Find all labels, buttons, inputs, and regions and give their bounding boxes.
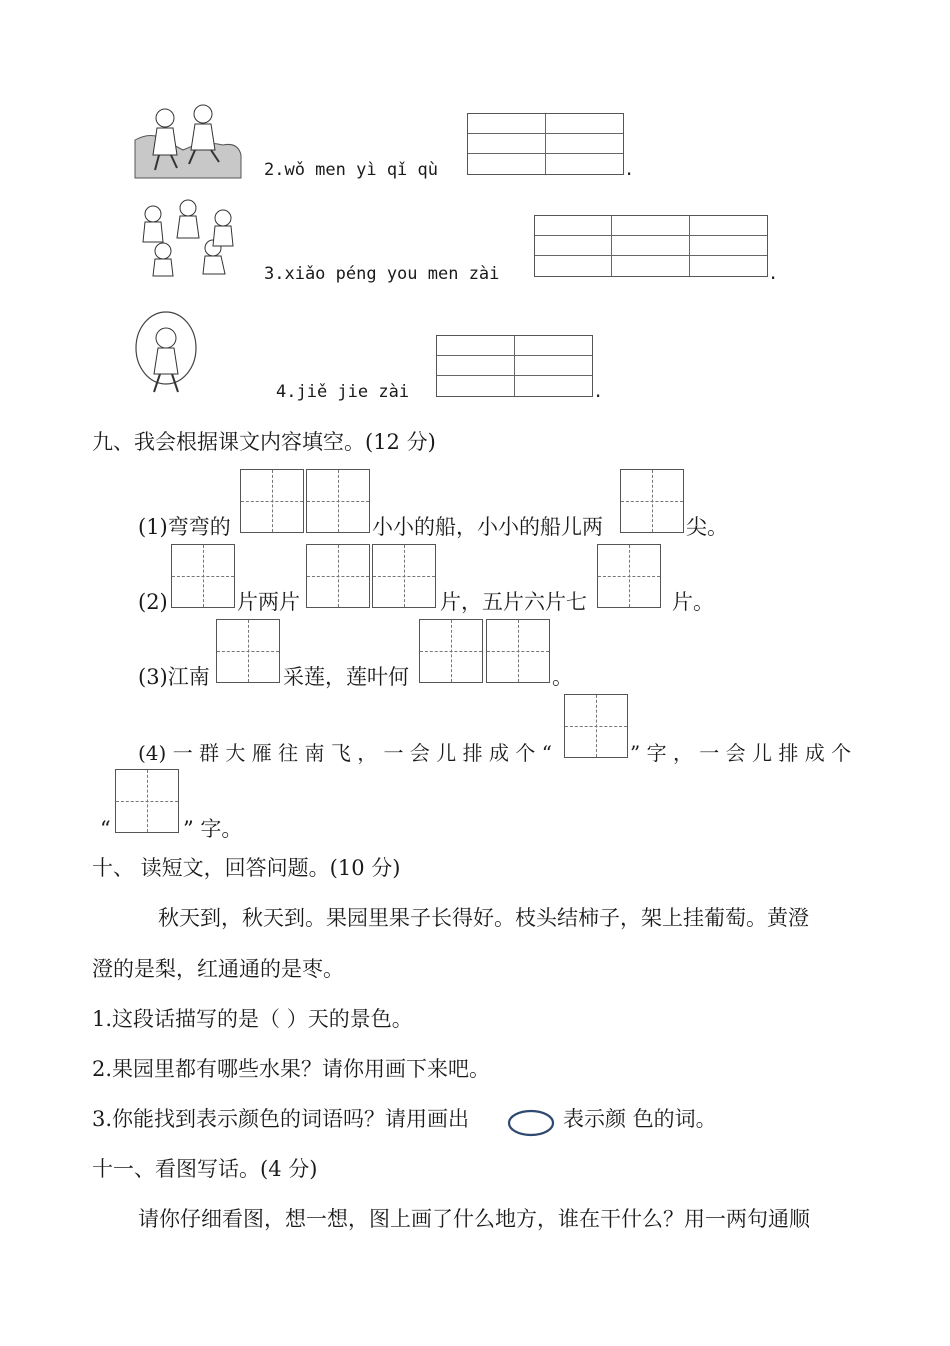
s9-l2-box-2[interactable]: [306, 544, 370, 608]
s9-l3-b: 采莲，莲叶何: [283, 665, 409, 689]
s9-l4-b: ” 字 ， 一 会 儿 排 成 个: [630, 741, 852, 765]
s9-l1-box-3[interactable]: [620, 469, 684, 533]
s9-l2-b: 片两片: [237, 590, 300, 614]
s9-l1-b: 小小的船，小小的船儿两: [372, 515, 603, 539]
pinyin-q4-end: .: [593, 382, 604, 402]
s11-instruction-line1: 请你仔细看图，想一想，图上画了什么地方，谁在干什么？用一两句通顺: [138, 1207, 810, 1231]
s10-passage-line1: 秋天到，秋天到。果园里果子长得好。枝头结柿子，架上挂葡萄。黄澄: [158, 906, 809, 930]
girl-jumping-rope-illustration: [130, 308, 202, 398]
s9-l4-d: ” 字。: [183, 817, 243, 841]
s9-l2-box-4[interactable]: [597, 544, 661, 608]
pinyin-q2-label: 2.wǒ men yì qǐ qù: [264, 160, 438, 180]
pinyin-q3-end: .: [768, 264, 779, 284]
s9-l2-d: 片。: [672, 590, 714, 614]
s9-l2-c: 片，五片六片七: [440, 590, 587, 614]
s9-l1-c: 尖。: [686, 515, 728, 539]
s9-l3-c: 。: [552, 665, 573, 689]
s9-l4-box-1[interactable]: [564, 694, 628, 758]
pinyin-q3-writing-grid[interactable]: [534, 215, 768, 277]
s9-l4-a: (4) 一 群 大 雁 往 南 飞 ， 一 会 儿 排 成 个 “: [138, 741, 552, 765]
pinyin-q2-writing-grid[interactable]: [467, 113, 624, 175]
pinyin-q2-end: .: [624, 160, 635, 180]
s10-question-1: 1.这段话描写的是（ ）天的景色。: [92, 1007, 413, 1031]
s9-l3-box-3[interactable]: [486, 619, 550, 683]
s9-l4-c: “: [100, 817, 111, 841]
section11-title: 十一、看图写话。(4 分): [92, 1157, 318, 1181]
s9-l3-box-1[interactable]: [216, 619, 280, 683]
s10-passage-line2: 澄的是梨，红通通的是枣。: [92, 957, 344, 981]
circle-mark-icon: [506, 1108, 556, 1138]
s9-l2-box-3[interactable]: [372, 544, 436, 608]
s9-l3-a: (3)江南: [138, 665, 210, 689]
s10-question-3b: 表示颜 色的词。: [563, 1107, 717, 1131]
s9-l2-a: (2): [138, 590, 168, 614]
s10-question-2: 2.果园里都有哪些水果？请你用画下来吧。: [92, 1057, 491, 1081]
children-walking-illustration: [133, 100, 243, 180]
s9-l1-box-2[interactable]: [306, 469, 370, 533]
section9-title: 九、我会根据课文内容填空。(12 分): [92, 430, 436, 454]
pinyin-q3-label: 3.xiǎo péng you men zài: [264, 264, 500, 284]
children-playing-illustration: [133, 196, 245, 282]
s9-l2-box-1[interactable]: [171, 544, 235, 608]
pinyin-q4-label: 4.jiě jie zài: [276, 382, 410, 402]
s9-l3-box-2[interactable]: [419, 619, 483, 683]
s9-l1-a: (1)弯弯的: [138, 515, 231, 539]
s9-l4-box-2[interactable]: [115, 769, 179, 833]
s10-question-3a: 3.你能找到表示颜色的词语吗？请用画出: [92, 1107, 470, 1131]
section10-title: 十、 读短文，回答问题。(10 分): [92, 856, 401, 880]
pinyin-q4-writing-grid[interactable]: [436, 335, 593, 397]
s9-l1-box-1[interactable]: [240, 469, 304, 533]
